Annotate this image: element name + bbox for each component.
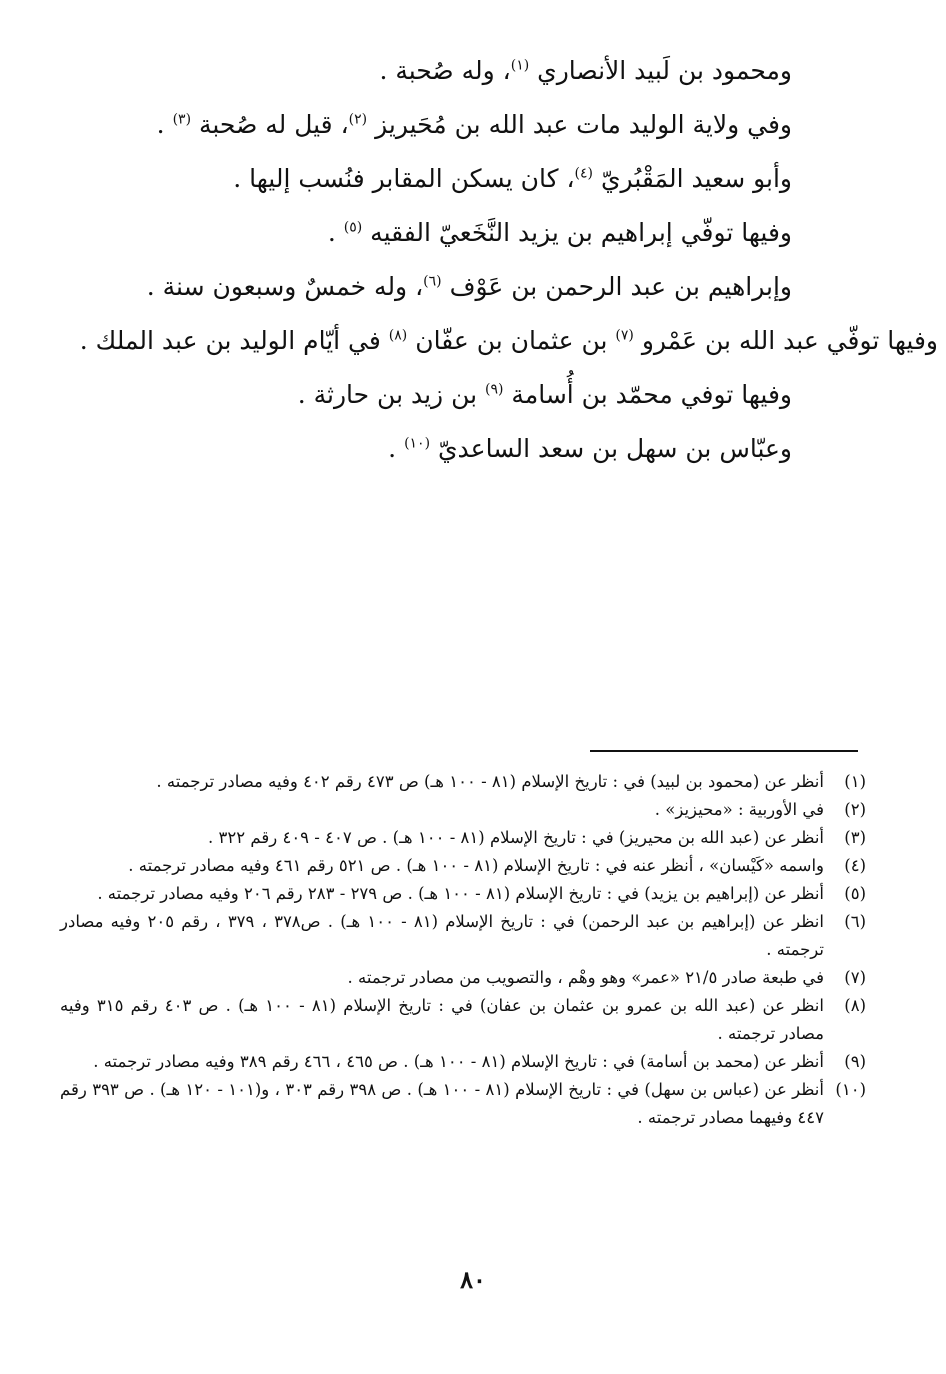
- text-line: وفيها توفّي عبد الله بن عَمْرو $^{(٧)}$ بن عثمان بن عفّان $^{(٨)}$ في أيّام الوليد بن عبد الملك .: [79, 326, 938, 355]
- footnote-ref[interactable]: (٤): [574, 165, 594, 182]
- footnote-number: (٢): [844, 800, 866, 819]
- footnote: [60, 796, 866, 824]
- footnotes: [60, 768, 866, 1132]
- footnote: [60, 1048, 866, 1076]
- footnote-text: أنظر عن (إبراهيم بن يزيد) في : تاريخ الإسلام (٨١ - ١٠٠ هـ) . ص ٢٧٩ - ٢٨٣ رقم ٢٠٦ وفيه مصادر ترجمته .: [97, 884, 824, 903]
- footnote: [60, 852, 866, 880]
- footnote: [60, 964, 866, 992]
- footnote-text: في الأوربية : «محيزيز» .: [654, 800, 824, 819]
- footnote-ref[interactable]: (٣): [172, 111, 192, 128]
- text-line: وأبو سعيد المَقْبُريّ $^{(٤)}$، كان يسكن المقابر فنُسب إليها .: [233, 164, 792, 193]
- footnote: [60, 768, 866, 796]
- footnote-text: واسمه «كَيْسان» ، أنظر عنه في : تاريخ الإسلام (٨١ - ١٠٠ هـ) . ص ٥٢١ رقم ٤٦١ وفيه مصادر ترجمته .: [128, 856, 824, 875]
- footnote-number: (٣): [844, 828, 866, 847]
- footnote-number: (٨): [844, 996, 866, 1015]
- footnote: [60, 880, 866, 908]
- text-line: وفيها توفّي إبراهيم بن يزيد النَّخَعيّ الفقيه $^{(٥)}$ .: [327, 218, 792, 247]
- footnote: [60, 992, 866, 1048]
- main-text: [52, 44, 938, 476]
- footnote-number: (٥): [844, 884, 866, 903]
- footnote-number: (٧): [844, 968, 866, 987]
- footnote-number: (٩): [844, 1052, 866, 1071]
- text-line: وعبّاس بن سهل بن سعد الساعديّ $^{(١٠)}$ .: [388, 434, 792, 463]
- text-line: وفي ولاية الوليد مات عبد الله بن مُحَيريز $^{(٢)}$، قيل له صُحبة $^{(٣)}$ .: [156, 110, 792, 139]
- footnote-number: (١): [844, 772, 866, 791]
- footnote-ref[interactable]: (٥): [343, 219, 363, 236]
- footnote-number: (٤): [844, 856, 866, 875]
- text-line: وإبراهيم بن عبد الرحمن بن عَوْف $^{(٦)}$، وله خمسٌ وسبعون سنة .: [146, 272, 792, 301]
- footnote-ref[interactable]: (٢): [348, 111, 368, 128]
- footnote-number: (٦): [844, 912, 866, 931]
- footnote-text: أنظر عن (محمود بن لبيد) في : تاريخ الإسلام (٨١ - ١٠٠ هـ) ص ٤٧٣ رقم ٤٠٢ وفيه مصادر ترجمته .: [156, 772, 824, 791]
- footnote-text: في طبعة صادر ٢١/٥ «عمر» وهو وهْم ، والتصويب من مصادر ترجمته .: [347, 968, 824, 987]
- text-line: وفيها توفي محمّد بن أُسامة $^{(٩)}$ بن زيد بن حارثة .: [297, 380, 792, 409]
- footnote-ref[interactable]: (٧): [615, 327, 634, 344]
- footnote-ref[interactable]: (٨): [388, 327, 408, 344]
- footnote: [60, 824, 866, 852]
- footnote-ref[interactable]: (١): [510, 57, 530, 74]
- footnote: [60, 908, 866, 964]
- footnote-text: أنظر عن (عبد الله بن محيريز) في : تاريخ الإسلام (٨١ - ١٠٠ هـ) . ص ٤٠٧ - ٤٠٩ رقم ٣٢٢ .: [208, 828, 824, 847]
- footnote-text: أنظر عن (محمد بن أسامة) في : تاريخ الإسلام (٨١ - ١٠٠ هـ) . ص ٤٦٥ ، ٤٦٦ رقم ٣٨٩ وفيه مصادر ترجمته .: [93, 1052, 824, 1071]
- page-number: ٨٠: [460, 1265, 486, 1294]
- footnote-separator: [590, 750, 858, 752]
- footnote-text: أنظر عن (عباس بن سهل) في : تاريخ الإسلام (٨١ - ١٠٠ هـ) . ص ٣٩٨ رقم ٣٠٣ ، و(١٠١ - ١٢٠ هـ) . ص ٣٩٣ رقم ٤٤٧ وفيهما مصادر ترجمته .: [60, 1080, 824, 1127]
- footnote-ref[interactable]: (١٠): [404, 435, 431, 452]
- footnote-number: (١٠): [835, 1080, 866, 1099]
- footnote-ref[interactable]: (٦): [423, 273, 442, 290]
- footnote-text: انظر عن (عبد الله بن عمرو بن عثمان بن عفان) في : تاريخ الإسلام (٨١ - ١٠٠ هـ) . ص ٤٠٣ رقم ٣١٥ وفيه مصادر ترجمته .: [60, 996, 824, 1043]
- text-line: ومحمود بن لَبيد الأنصاري $^{(١)}$، وله صُحبة .: [379, 56, 792, 85]
- footnote-text: انظر عن (إبراهيم بن عبد الرحمن) في : تاريخ الإسلام (٨١ - ١٠٠ هـ) . ص٣٧٨ ، ٣٧٩ ، رقم ٢٠٥ وفيه مصادر ترجمته .: [60, 912, 824, 959]
- footnote-ref[interactable]: (٩): [485, 381, 504, 398]
- footnote: [60, 1076, 866, 1132]
